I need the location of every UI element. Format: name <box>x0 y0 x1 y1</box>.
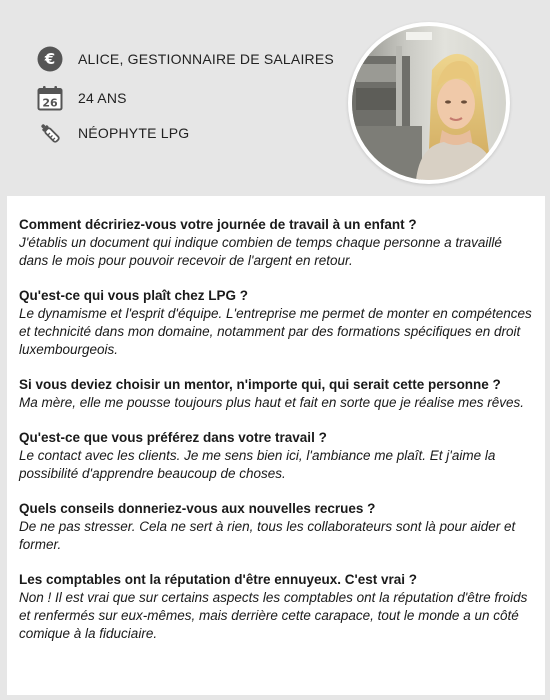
question: Quels conseils donneriez-vous aux nouvelles recrues ? <box>19 501 376 516</box>
calendar-day: 26 <box>42 96 58 110</box>
baby-bottle-icon <box>36 119 64 147</box>
age-text: 24 ANS <box>78 90 127 106</box>
age-row <box>36 84 127 112</box>
euro-coin-icon <box>36 45 64 73</box>
experience-row <box>36 119 189 147</box>
answer: De ne pas stresser. Cela ne sert à rien, tous les collaborateurs sont là pour aider et former. <box>19 519 516 552</box>
qa-item <box>19 376 533 412</box>
answer: Le dynamisme et l'esprit d'équipe. L'entreprise me permet de monter en compétences et technicité dans mon domaine, notamment par des formations spécifiques en droit luxembourgeois. <box>19 306 532 357</box>
interview-panel <box>7 196 545 695</box>
qa-item <box>19 571 533 643</box>
role-row <box>36 45 334 73</box>
qa-item <box>19 216 533 270</box>
avatar <box>348 22 510 184</box>
question: Les comptables ont la réputation d'être ennuyeux. C'est vrai ? <box>19 572 418 587</box>
question: Qu'est-ce que vous préférez dans votre travail ? <box>19 430 327 445</box>
question: Qu'est-ce qui vous plaît chez LPG ? <box>19 288 248 303</box>
answer: Non ! Il est vrai que sur certains aspects les comptables ont la réputation d'être froids et renfermés sur eux-mêmes, mais derrière cette carapace, tout le monde a un côté comique à la fiduciaire. <box>19 590 528 641</box>
qa-item <box>19 429 533 483</box>
experience-text: NÉOPHYTE LPG <box>78 125 190 141</box>
answer: Ma mère, elle me pousse toujours plus haut et fait en sorte que je réalise mes rêves. <box>19 395 525 410</box>
qa-item <box>19 500 533 554</box>
qa-item <box>19 287 533 359</box>
portrait-photo <box>352 26 506 180</box>
role-text: ALICE, GESTIONNAIRE DE SALAIRES <box>78 51 334 67</box>
calendar-icon <box>36 84 64 112</box>
svg-text:€: € <box>44 50 56 68</box>
answer: Le contact avec les clients. Je me sens bien ici, l'ambiance me plaît. Et j'aime la possibilité d'apprendre beaucoup de choses. <box>19 448 496 481</box>
question: Si vous deviez choisir un mentor, n'importe qui, qui serait cette personne ? <box>19 377 501 392</box>
question: Comment décririez-vous votre journée de travail à un enfant ? <box>19 217 417 232</box>
profile-header <box>0 0 550 196</box>
answer: J'établis un document qui indique combien de temps chaque personne a travaillé dans le mois pour pouvoir recevoir de l'argent en retour. <box>19 235 502 268</box>
